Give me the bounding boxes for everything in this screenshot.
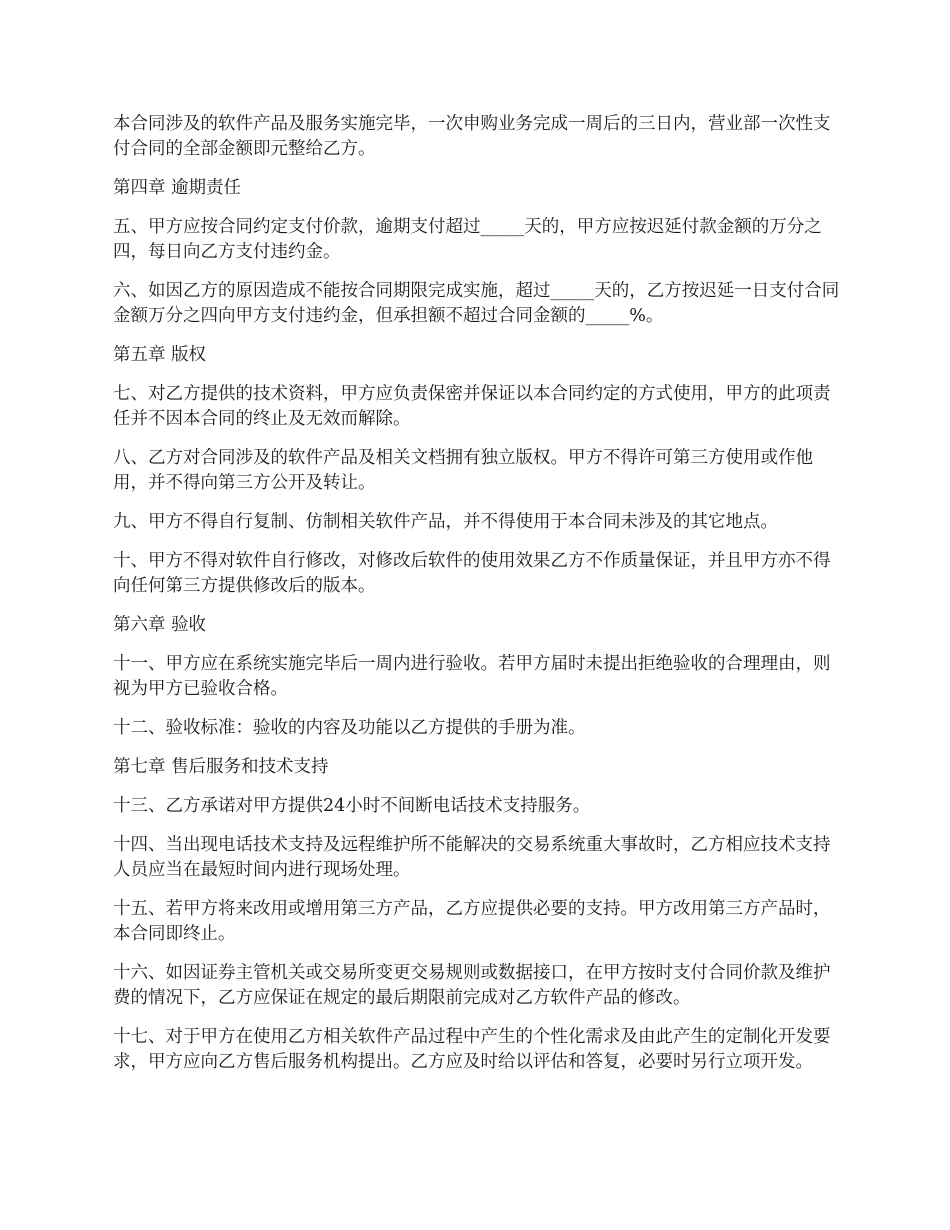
clause-12: 十二、验收标准：验收的内容及功能以乙方提供的手册为准。 [113, 718, 586, 738]
paragraph-payment: 本合同涉及的软件产品及服务实施完毕，一次申购业务完成一周后的三日内，营业部一次性支付合同的全部金额即元整给乙方。 [113, 114, 831, 159]
chapter-4-heading: 第四章 逾期责任 [113, 178, 242, 198]
clause-7: 七、对乙方提供的技术资料，甲方应负责保密并保证以本合同约定的方式使用，甲方的此项责任并不因本合同的终止及无效而解除。 [113, 384, 831, 429]
chapter-5-heading: 第五章 版权 [113, 345, 207, 365]
clause-6: 六、如因乙方的原因造成不能按合同期限完成实施，超过_____天的，乙方按迟延一日支付合同金额万分之四向甲方支付违约金，但承担额不超过合同金额的_____%。 [113, 281, 840, 326]
clause-13: 十三、乙方承诺对甲方提供24小时不间断电话技术支持服务。 [113, 796, 591, 816]
document-page [113, 112, 843, 1089]
clause-8: 八、乙方对合同涉及的软件产品及相关文档拥有独立版权。甲方不得许可第三方使用或作他用，并不得向第三方公开及转让。 [113, 448, 813, 493]
clause-5: 五、甲方应按合同约定支付价款，逾期支付超过_____天的，甲方应按迟延付款金额的万分之四，每日向乙方支付违约金。 [113, 217, 822, 262]
clause-14: 十四、当出现电话技术支持及远程维护所不能解决的交易系统重大事故时，乙方相应技术支持人员应当在最短时间内进行现场处理。 [113, 835, 831, 880]
chapter-7-heading: 第七章 售后服务和技术支持 [113, 757, 329, 777]
clause-9: 九、甲方不得自行复制、仿制相关软件产品，并不得使用于本合同未涉及的其它地点。 [113, 512, 778, 532]
clause-16: 十六、如因证券主管机关或交易所变更交易规则或数据接口，在甲方按时支付合同价款及维护费的情况下，乙方应保证在规定的最后期限前完成对乙方软件产品的修改。 [113, 963, 831, 1008]
clause-15: 十五、若甲方将来改用或增用第三方产品，乙方应提供必要的支持。甲方改用第三方产品时，本合同即终止。 [113, 899, 831, 944]
clause-11: 十一、甲方应在系统实施完毕后一周内进行验收。若甲方届时未提出拒绝验收的合理理由，则视为甲方已验收合格。 [113, 654, 831, 699]
chapter-6-heading: 第六章 验收 [113, 615, 207, 635]
clause-17: 十七、对于甲方在使用乙方相关软件产品过程中产生的个性化需求及由此产生的定制化开发要求，甲方应向乙方售后服务机构提出。乙方应及时给以评估和答复，必要时另行立项开发。 [113, 1027, 831, 1072]
clause-10: 十、甲方不得对软件自行修改，对修改后软件的使用效果乙方不作质量保证，并且甲方亦不得向任何第三方提供修改后的版本。 [113, 551, 831, 596]
